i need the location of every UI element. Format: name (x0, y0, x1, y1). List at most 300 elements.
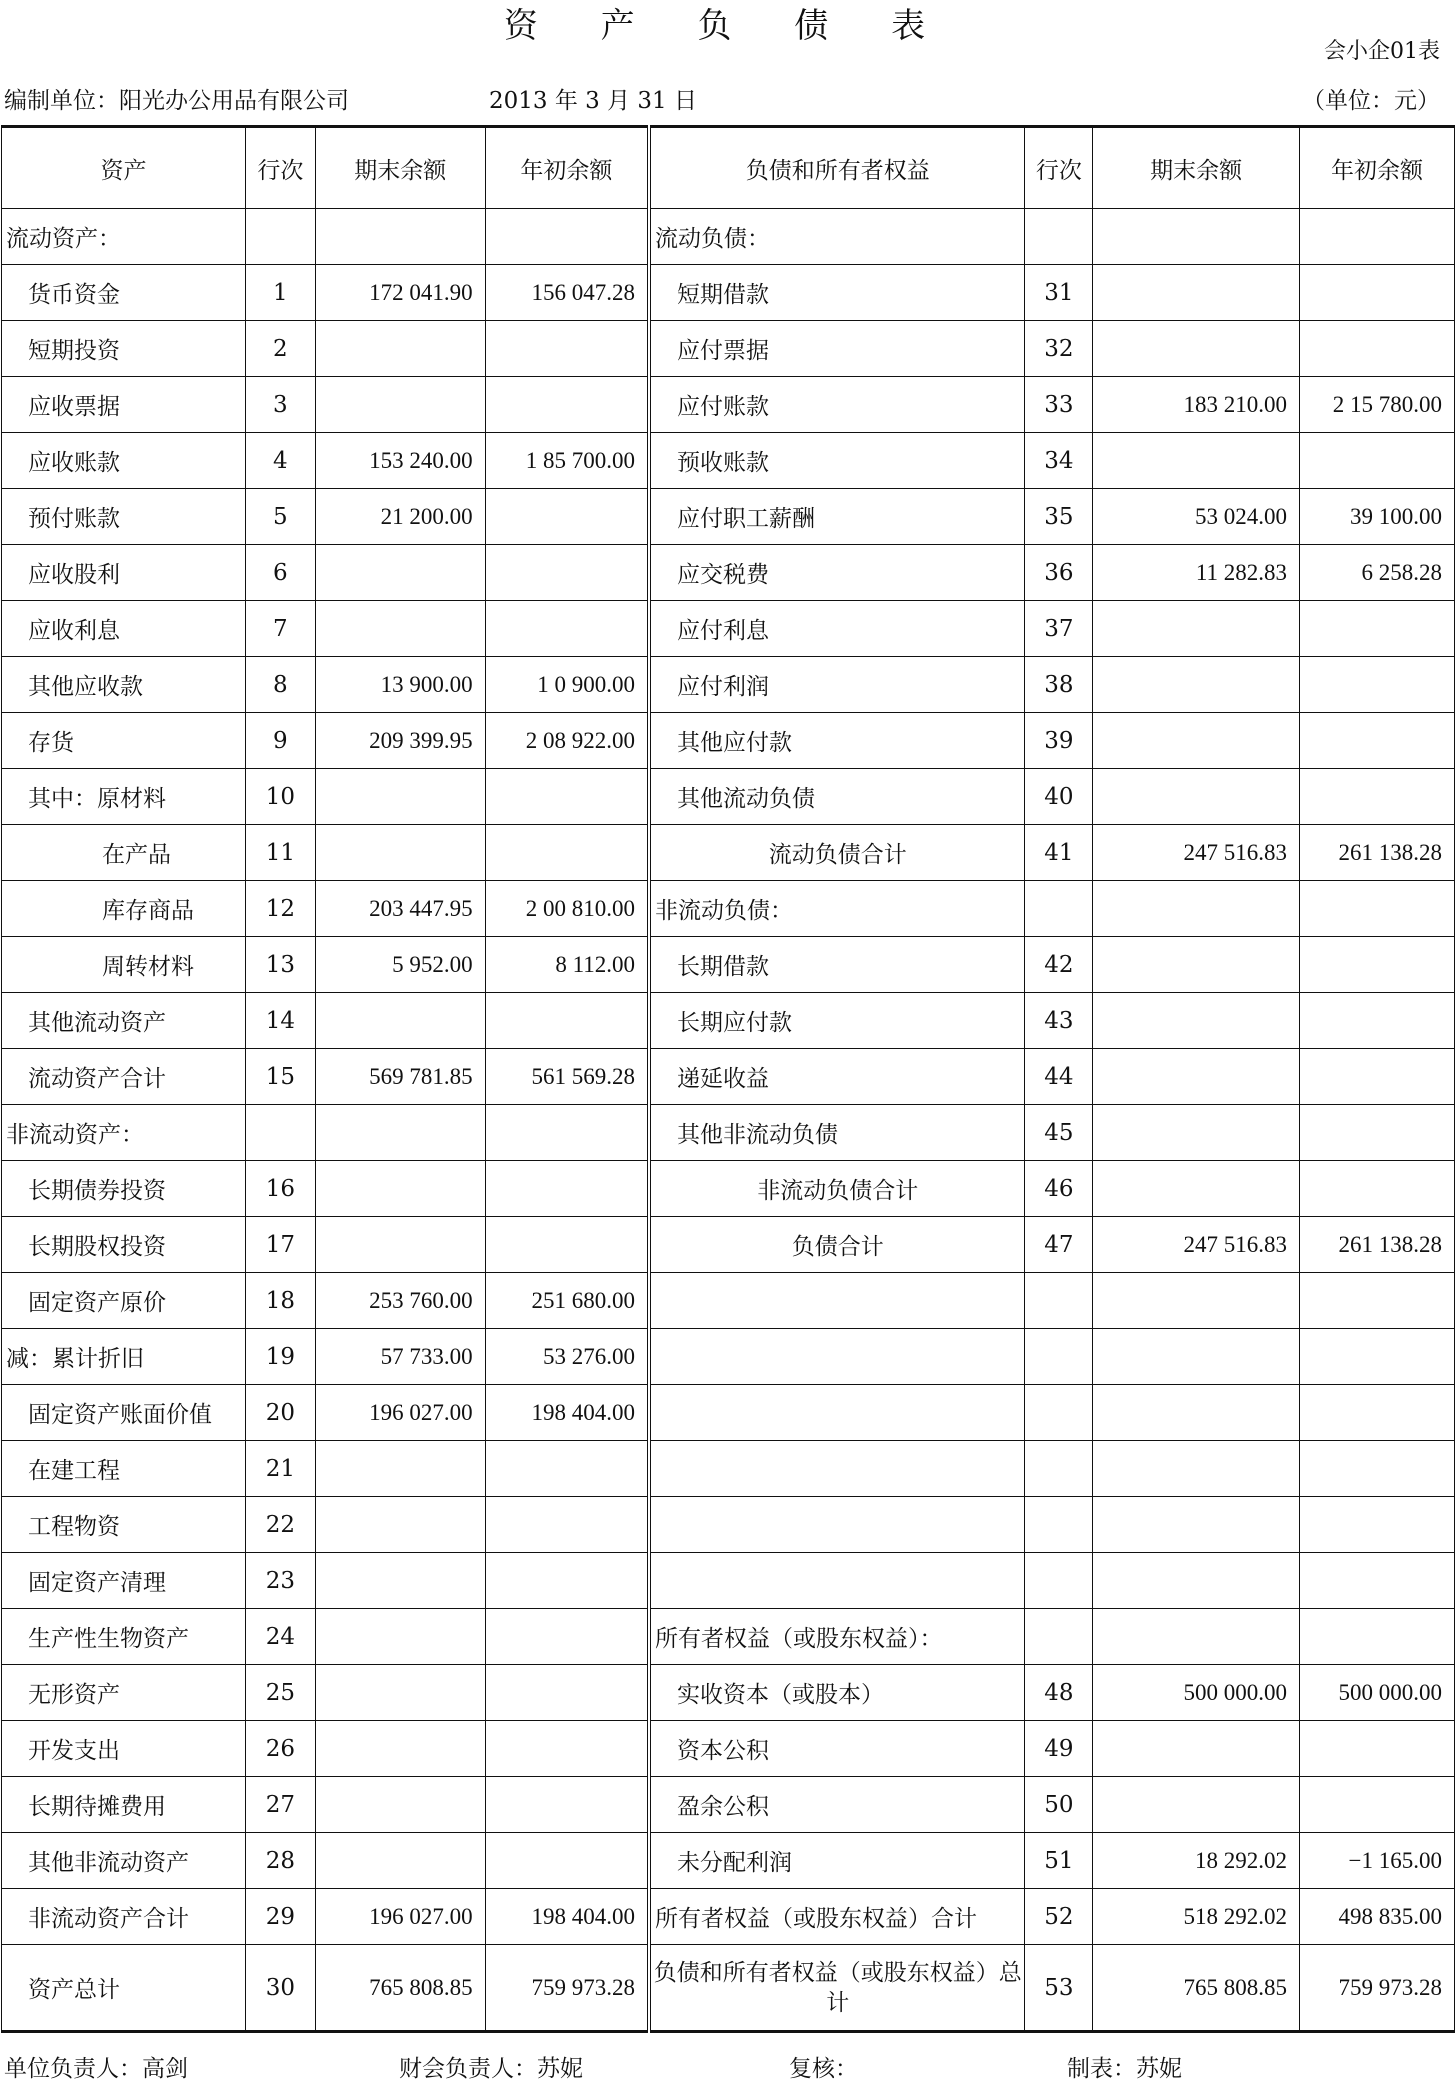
header-asset: 资产 (2, 127, 246, 209)
asset-end-balance (315, 1161, 485, 1217)
report-meta (4, 82, 1440, 112)
liability-begin-balance: 39 100.00 (1300, 489, 1455, 545)
asset-end-balance: 196 027.00 (315, 1385, 485, 1441)
asset-begin-balance (485, 1161, 649, 1217)
liability-label: 其他应付款 (649, 713, 1025, 769)
asset-begin-balance (485, 1833, 649, 1889)
asset-begin-balance: 561 569.28 (485, 1049, 649, 1105)
liability-begin-balance (1300, 1777, 1455, 1833)
table-row (2, 209, 1455, 265)
liability-end-balance (1093, 321, 1300, 377)
table-row (2, 713, 1455, 769)
table-row (2, 1721, 1455, 1777)
liability-end-balance (1093, 1553, 1300, 1609)
asset-line-no: 6 (245, 545, 315, 601)
liability-begin-balance (1300, 1441, 1455, 1497)
liability-label (649, 1273, 1025, 1329)
liability-end-balance (1093, 1329, 1300, 1385)
asset-label: 库存商品 (2, 881, 246, 937)
asset-begin-balance (485, 1721, 649, 1777)
liability-label: 流动负债： (649, 209, 1025, 265)
liability-label: 负债合计 (649, 1217, 1025, 1273)
liability-line-no (1025, 1273, 1093, 1329)
table-row (2, 601, 1455, 657)
signature-footer (4, 2050, 1455, 2080)
liability-line-no: 36 (1025, 545, 1093, 601)
liability-begin-balance (1300, 1049, 1455, 1105)
asset-end-balance: 765 808.85 (315, 1945, 485, 2032)
liability-line-no (1025, 881, 1093, 937)
asset-end-balance: 5 952.00 (315, 937, 485, 993)
liability-label: 流动负债合计 (649, 825, 1025, 881)
liability-line-no: 32 (1025, 321, 1093, 377)
table-row (2, 825, 1455, 881)
liability-begin-balance (1300, 433, 1455, 489)
asset-line-no (245, 209, 315, 265)
asset-label: 存货 (2, 713, 246, 769)
table-row (2, 769, 1455, 825)
liability-end-balance (1093, 1105, 1300, 1161)
liability-label: 未分配利润 (649, 1833, 1025, 1889)
liability-label: 应付职工薪酬 (649, 489, 1025, 545)
liability-label: 非流动负债合计 (649, 1161, 1025, 1217)
liability-end-balance (1093, 713, 1300, 769)
liability-end-balance: 500 000.00 (1093, 1665, 1300, 1721)
form-number: 会小企01表 (1324, 39, 1440, 64)
asset-line-no: 9 (245, 713, 315, 769)
liability-line-no: 45 (1025, 1105, 1093, 1161)
asset-line-no: 19 (245, 1329, 315, 1385)
asset-end-balance (315, 1441, 485, 1497)
liability-begin-balance: 500 000.00 (1300, 1665, 1455, 1721)
asset-label: 长期股权投资 (2, 1217, 246, 1273)
liability-end-balance (1093, 1161, 1300, 1217)
liability-end-balance (1093, 1273, 1300, 1329)
asset-label: 固定资产原价 (2, 1273, 246, 1329)
asset-label: 固定资产账面价值 (2, 1385, 246, 1441)
asset-line-no: 10 (245, 769, 315, 825)
table-row (2, 1777, 1455, 1833)
liability-label: 实收资本（或股本） (649, 1665, 1025, 1721)
table-row (2, 1161, 1455, 1217)
header-liab-begin: 年初余额 (1300, 127, 1455, 209)
asset-end-balance: 569 781.85 (315, 1049, 485, 1105)
liability-end-balance (1093, 433, 1300, 489)
liability-label: 其他非流动负债 (649, 1105, 1025, 1161)
liability-end-balance: 18 292.02 (1093, 1833, 1300, 1889)
liability-label: 应付利息 (649, 601, 1025, 657)
asset-end-balance (315, 1665, 485, 1721)
table-row (2, 1329, 1455, 1385)
asset-line-no: 20 (245, 1385, 315, 1441)
liability-begin-balance (1300, 1329, 1455, 1385)
asset-begin-balance: 8 112.00 (485, 937, 649, 993)
liability-line-no: 38 (1025, 657, 1093, 713)
liability-begin-balance (1300, 1553, 1455, 1609)
asset-label: 固定资产清理 (2, 1553, 246, 1609)
liability-line-no (1025, 1385, 1093, 1441)
asset-end-balance (315, 1833, 485, 1889)
table-row (2, 1945, 1455, 2032)
asset-label: 非流动资产合计 (2, 1889, 246, 1945)
table-row (2, 1441, 1455, 1497)
asset-end-balance: 209 399.95 (315, 713, 485, 769)
asset-label: 生产性生物资产 (2, 1609, 246, 1665)
liability-begin-balance (1300, 713, 1455, 769)
table-row (2, 1273, 1455, 1329)
asset-label: 工程物资 (2, 1497, 246, 1553)
asset-begin-balance: 2 08 922.00 (485, 713, 649, 769)
asset-end-balance (315, 769, 485, 825)
asset-label: 无形资产 (2, 1665, 246, 1721)
liability-end-balance (1093, 1441, 1300, 1497)
liability-line-no: 37 (1025, 601, 1093, 657)
asset-begin-balance: 2 00 810.00 (485, 881, 649, 937)
liability-begin-balance (1300, 265, 1455, 321)
table-row (2, 881, 1455, 937)
asset-begin-balance (485, 209, 649, 265)
liability-begin-balance (1300, 769, 1455, 825)
liability-end-balance: 183 210.00 (1093, 377, 1300, 433)
liability-label: 盈余公积 (649, 1777, 1025, 1833)
asset-begin-balance (485, 825, 649, 881)
asset-line-no: 30 (245, 1945, 315, 2032)
table-row (2, 321, 1455, 377)
table-row (2, 1105, 1455, 1161)
liability-begin-balance (1300, 1721, 1455, 1777)
liability-begin-balance (1300, 1609, 1455, 1665)
liability-line-no: 52 (1025, 1889, 1093, 1945)
table-row (2, 1385, 1455, 1441)
asset-line-no: 11 (245, 825, 315, 881)
table-row (2, 433, 1455, 489)
asset-end-balance: 153 240.00 (315, 433, 485, 489)
asset-end-balance: 57 733.00 (315, 1329, 485, 1385)
liability-line-no (1025, 1497, 1093, 1553)
liability-line-no: 33 (1025, 377, 1093, 433)
liability-end-balance (1093, 1609, 1300, 1665)
liability-end-balance (1093, 769, 1300, 825)
asset-line-no: 5 (245, 489, 315, 545)
liability-begin-balance: 498 835.00 (1300, 1889, 1455, 1945)
table-row (2, 1665, 1455, 1721)
liability-begin-balance: 261 138.28 (1300, 1217, 1455, 1273)
balance-sheet-table (1, 125, 1455, 2033)
liability-begin-balance: −1 165.00 (1300, 1833, 1455, 1889)
liability-begin-balance (1300, 1497, 1455, 1553)
asset-line-no: 8 (245, 657, 315, 713)
liability-line-no: 48 (1025, 1665, 1093, 1721)
table-row (2, 1833, 1455, 1889)
liability-line-no: 49 (1025, 1721, 1093, 1777)
asset-line-no: 18 (245, 1273, 315, 1329)
report-title: 资 产 负 债 表 (503, 6, 952, 46)
liability-begin-balance: 261 138.28 (1300, 825, 1455, 881)
header-liab-line: 行次 (1025, 127, 1093, 209)
asset-line-no: 16 (245, 1161, 315, 1217)
asset-label: 在产品 (2, 825, 246, 881)
liability-label: 长期应付款 (649, 993, 1025, 1049)
asset-begin-balance (485, 545, 649, 601)
footer-accounting-head: 财会负责人：苏妮 (399, 2056, 583, 2082)
liability-end-balance: 247 516.83 (1093, 1217, 1300, 1273)
asset-begin-balance (485, 769, 649, 825)
liability-begin-balance (1300, 321, 1455, 377)
liability-begin-balance (1300, 993, 1455, 1049)
liability-line-no: 35 (1025, 489, 1093, 545)
asset-begin-balance (485, 321, 649, 377)
liability-label (649, 1497, 1025, 1553)
liability-line-no (1025, 209, 1093, 265)
report-date: 2013 年 3 月 31 日 (489, 88, 697, 114)
asset-label: 开发支出 (2, 1721, 246, 1777)
asset-label: 在建工程 (2, 1441, 246, 1497)
table-row (2, 993, 1455, 1049)
asset-label: 其中：原材料 (2, 769, 246, 825)
asset-begin-balance (485, 1217, 649, 1273)
asset-line-no: 29 (245, 1889, 315, 1945)
liability-label: 短期借款 (649, 265, 1025, 321)
liability-begin-balance (1300, 937, 1455, 993)
header-asset-end: 期末余额 (315, 127, 485, 209)
header-liabilities: 负债和所有者权益 (649, 127, 1025, 209)
asset-begin-balance (485, 993, 649, 1049)
asset-end-balance (315, 209, 485, 265)
liability-label: 负债和所有者权益（或股东权益）总计 (649, 1945, 1025, 2032)
asset-end-balance (315, 1721, 485, 1777)
liability-end-balance (1093, 881, 1300, 937)
liability-line-no: 31 (1025, 265, 1093, 321)
asset-label: 应收利息 (2, 601, 246, 657)
asset-begin-balance (485, 489, 649, 545)
liability-line-no (1025, 1553, 1093, 1609)
asset-line-no: 23 (245, 1553, 315, 1609)
header-liab-end: 期末余额 (1093, 127, 1300, 209)
liability-line-no (1025, 1609, 1093, 1665)
liability-end-balance (1093, 657, 1300, 713)
asset-end-balance (315, 1553, 485, 1609)
asset-begin-balance: 759 973.28 (485, 1945, 649, 2032)
asset-line-no: 15 (245, 1049, 315, 1105)
asset-line-no: 7 (245, 601, 315, 657)
footer-prepared: 制表：苏妮 (1067, 2056, 1182, 2082)
liability-begin-balance: 759 973.28 (1300, 1945, 1455, 2032)
liability-end-balance: 518 292.02 (1093, 1889, 1300, 1945)
preparing-unit: 编制单位：阳光办公用品有限公司 (4, 88, 349, 114)
liability-line-no: 46 (1025, 1161, 1093, 1217)
liability-label (649, 1385, 1025, 1441)
asset-line-no: 28 (245, 1833, 315, 1889)
liability-line-no: 34 (1025, 433, 1093, 489)
liability-begin-balance (1300, 881, 1455, 937)
asset-line-no: 2 (245, 321, 315, 377)
footer-review: 复核： (789, 2056, 858, 2082)
liability-label: 应付账款 (649, 377, 1025, 433)
liability-end-balance (1093, 209, 1300, 265)
asset-label: 非流动资产： (2, 1105, 246, 1161)
table-row (2, 489, 1455, 545)
table-row (2, 545, 1455, 601)
liability-end-balance: 247 516.83 (1093, 825, 1300, 881)
asset-begin-balance (485, 377, 649, 433)
asset-label: 资产总计 (2, 1945, 246, 2032)
asset-end-balance (315, 545, 485, 601)
asset-label: 短期投资 (2, 321, 246, 377)
asset-begin-balance (485, 1105, 649, 1161)
liability-label: 递延收益 (649, 1049, 1025, 1105)
asset-begin-balance: 1 0 900.00 (485, 657, 649, 713)
liability-label: 非流动负债： (649, 881, 1025, 937)
liability-line-no: 39 (1025, 713, 1093, 769)
asset-label: 减：累计折旧 (2, 1329, 246, 1385)
asset-label: 其他流动资产 (2, 993, 246, 1049)
table-row (2, 377, 1455, 433)
liability-begin-balance (1300, 1161, 1455, 1217)
table-row (2, 1889, 1455, 1945)
asset-begin-balance: 251 680.00 (485, 1273, 649, 1329)
liability-begin-balance: 2 15 780.00 (1300, 377, 1455, 433)
asset-label: 应收票据 (2, 377, 246, 433)
asset-end-balance (315, 1497, 485, 1553)
liability-line-no: 50 (1025, 1777, 1093, 1833)
liability-line-no: 47 (1025, 1217, 1093, 1273)
table-row (2, 1049, 1455, 1105)
liability-end-balance (1093, 937, 1300, 993)
asset-begin-balance (485, 1777, 649, 1833)
asset-line-no: 14 (245, 993, 315, 1049)
table-row (2, 1609, 1455, 1665)
asset-end-balance: 172 041.90 (315, 265, 485, 321)
asset-end-balance (315, 601, 485, 657)
asset-end-balance: 21 200.00 (315, 489, 485, 545)
liability-end-balance (1093, 1385, 1300, 1441)
liability-line-no (1025, 1329, 1093, 1385)
asset-line-no: 25 (245, 1665, 315, 1721)
asset-line-no: 4 (245, 433, 315, 489)
asset-line-no: 27 (245, 1777, 315, 1833)
liability-begin-balance (1300, 1385, 1455, 1441)
asset-label: 预付账款 (2, 489, 246, 545)
liability-begin-balance: 6 258.28 (1300, 545, 1455, 601)
liability-label (649, 1553, 1025, 1609)
asset-end-balance: 13 900.00 (315, 657, 485, 713)
asset-label: 流动资产合计 (2, 1049, 246, 1105)
asset-line-no: 3 (245, 377, 315, 433)
asset-label: 长期债券投资 (2, 1161, 246, 1217)
asset-line-no: 17 (245, 1217, 315, 1273)
asset-label: 流动资产： (2, 209, 246, 265)
asset-begin-balance (485, 1441, 649, 1497)
asset-line-no: 1 (245, 265, 315, 321)
liability-begin-balance (1300, 209, 1455, 265)
asset-label: 周转材料 (2, 937, 246, 993)
asset-line-no: 26 (245, 1721, 315, 1777)
liability-end-balance (1093, 1777, 1300, 1833)
asset-line-no: 21 (245, 1441, 315, 1497)
liability-line-no: 51 (1025, 1833, 1093, 1889)
liability-label (649, 1329, 1025, 1385)
liability-label: 长期借款 (649, 937, 1025, 993)
table-row (2, 657, 1455, 713)
asset-end-balance (315, 321, 485, 377)
liability-label: 所有者权益（或股东权益）： (649, 1609, 1025, 1665)
asset-begin-balance (485, 601, 649, 657)
liability-begin-balance (1300, 1273, 1455, 1329)
asset-label: 其他非流动资产 (2, 1833, 246, 1889)
table-row (2, 937, 1455, 993)
liability-line-no: 44 (1025, 1049, 1093, 1105)
table-header-row (2, 127, 1455, 209)
asset-end-balance: 253 760.00 (315, 1273, 485, 1329)
asset-label: 其他应收款 (2, 657, 246, 713)
asset-line-no: 12 (245, 881, 315, 937)
asset-begin-balance (485, 1665, 649, 1721)
currency-unit: （单位：元） (1302, 88, 1440, 114)
asset-line-no: 22 (245, 1497, 315, 1553)
liability-begin-balance (1300, 1105, 1455, 1161)
liability-label: 预收账款 (649, 433, 1025, 489)
liability-label: 所有者权益（或股东权益）合计 (649, 1889, 1025, 1945)
liability-label: 其他流动负债 (649, 769, 1025, 825)
asset-label: 应收股利 (2, 545, 246, 601)
asset-line-no: 24 (245, 1609, 315, 1665)
liability-begin-balance (1300, 601, 1455, 657)
footer-unit-head: 单位负责人：高剑 (4, 2056, 188, 2082)
asset-begin-balance: 156 047.28 (485, 265, 649, 321)
liability-label: 资本公积 (649, 1721, 1025, 1777)
asset-line-no (245, 1105, 315, 1161)
asset-label: 应收账款 (2, 433, 246, 489)
asset-label: 长期待摊费用 (2, 1777, 246, 1833)
asset-end-balance (315, 825, 485, 881)
liability-line-no: 43 (1025, 993, 1093, 1049)
liability-end-balance (1093, 993, 1300, 1049)
liability-end-balance: 765 808.85 (1093, 1945, 1300, 2032)
liability-end-balance (1093, 1721, 1300, 1777)
table-row (2, 1497, 1455, 1553)
liability-label: 应交税费 (649, 545, 1025, 601)
asset-label: 货币资金 (2, 265, 246, 321)
asset-end-balance: 196 027.00 (315, 1889, 485, 1945)
asset-end-balance (315, 1609, 485, 1665)
liability-line-no (1025, 1441, 1093, 1497)
liability-end-balance: 53 024.00 (1093, 489, 1300, 545)
asset-begin-balance (485, 1609, 649, 1665)
liability-label (649, 1441, 1025, 1497)
table-row (2, 265, 1455, 321)
liability-end-balance (1093, 265, 1300, 321)
asset-end-balance (315, 1777, 485, 1833)
liability-line-no: 40 (1025, 769, 1093, 825)
header-asset-line: 行次 (245, 127, 315, 209)
table-row (2, 1217, 1455, 1273)
liability-label: 应付票据 (649, 321, 1025, 377)
asset-begin-balance: 53 276.00 (485, 1329, 649, 1385)
liability-end-balance (1093, 1049, 1300, 1105)
asset-begin-balance: 198 404.00 (485, 1385, 649, 1441)
asset-end-balance: 203 447.95 (315, 881, 485, 937)
liability-end-balance (1093, 1497, 1300, 1553)
liability-begin-balance (1300, 657, 1455, 713)
liability-line-no: 41 (1025, 825, 1093, 881)
liability-line-no: 42 (1025, 937, 1093, 993)
asset-end-balance (315, 1217, 485, 1273)
liability-line-no: 53 (1025, 1945, 1093, 2032)
header-asset-begin: 年初余额 (485, 127, 649, 209)
asset-begin-balance: 198 404.00 (485, 1889, 649, 1945)
asset-begin-balance (485, 1553, 649, 1609)
asset-end-balance (315, 993, 485, 1049)
